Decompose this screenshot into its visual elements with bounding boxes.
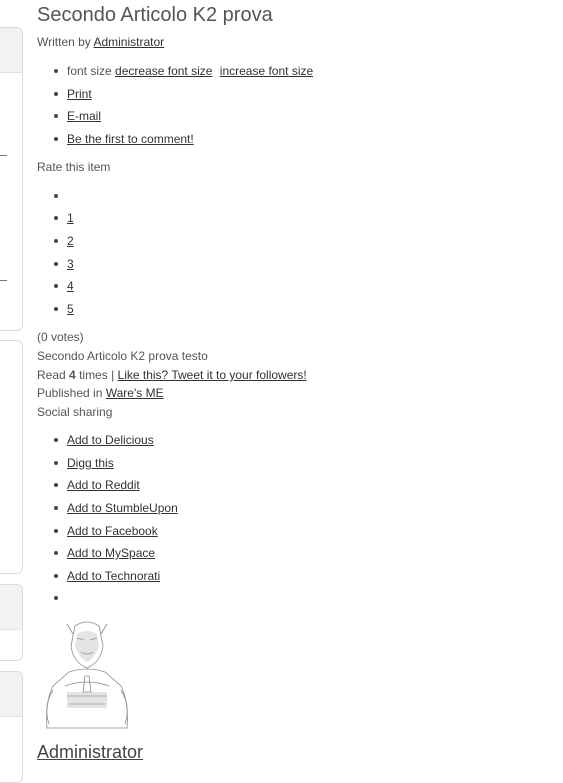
rate-1-link[interactable]: 1 xyxy=(67,211,74,225)
read-label: Read xyxy=(37,368,66,382)
votes-count: (0 votes) xyxy=(37,330,84,344)
sidebar-module xyxy=(0,584,23,661)
list-item xyxy=(67,233,74,249)
reddit-link[interactable]: Add to Reddit xyxy=(67,478,140,492)
author-avatar xyxy=(37,616,137,734)
category-link[interactable]: Ware's ME xyxy=(105,386,164,400)
sidebar-module xyxy=(0,27,23,331)
article-title: Secondo Articolo K2 prova xyxy=(37,4,273,26)
rate-2-link[interactable]: 2 xyxy=(67,234,74,248)
hits-count: 4 xyxy=(69,368,76,382)
rate-label: Rate this item xyxy=(37,160,111,174)
published-in-label: Published in xyxy=(37,386,103,400)
myspace-link[interactable]: Add to MySpace xyxy=(67,546,156,560)
article-byline xyxy=(37,34,164,50)
article-body: Secondo Articolo K2 prova testo xyxy=(37,349,208,363)
font-size-label: font size xyxy=(67,64,112,78)
rate-5-link[interactable]: 5 xyxy=(67,302,74,316)
list-item xyxy=(67,131,194,147)
print-link[interactable]: Print xyxy=(67,87,92,101)
list-item xyxy=(67,477,140,493)
list-item xyxy=(67,432,154,448)
written-by-label: Written by xyxy=(37,35,91,49)
sidebar-divider xyxy=(0,155,7,156)
sidebar-divider xyxy=(0,280,7,281)
technorati-link[interactable]: Add to Technorati xyxy=(67,569,161,583)
increase-font-button[interactable]: increase font size xyxy=(219,64,314,78)
email-link[interactable]: E-mail xyxy=(67,109,102,123)
comment-link[interactable]: Be the first to comment! xyxy=(67,132,194,146)
list-item xyxy=(67,256,74,272)
facebook-link[interactable]: Add to Facebook xyxy=(67,524,158,538)
rate-3-link[interactable]: 3 xyxy=(67,257,74,271)
stumbleupon-link[interactable]: Add to StumbleUpon xyxy=(67,501,178,515)
author-link[interactable]: Administrator xyxy=(93,35,165,49)
list-item xyxy=(67,545,155,561)
list-item xyxy=(67,523,158,539)
list-item xyxy=(67,86,92,102)
tweet-link[interactable]: Like this? Tweet it to your followers! xyxy=(117,368,307,382)
social-sharing-label: Social sharing xyxy=(37,405,113,419)
list-item xyxy=(67,455,114,471)
decrease-font-button[interactable]: decrease font size xyxy=(115,64,213,78)
list-item xyxy=(67,301,74,317)
list-item xyxy=(67,210,74,226)
list-item xyxy=(67,568,160,584)
delicious-link[interactable]: Add to Delicious xyxy=(67,433,154,447)
list-item xyxy=(67,108,101,124)
list-item xyxy=(67,500,178,516)
digg-link[interactable]: Digg this xyxy=(67,456,114,470)
sidebar-module xyxy=(0,340,23,574)
font-size-tools xyxy=(67,63,317,79)
hits-line xyxy=(37,367,307,383)
sidebar-module xyxy=(0,671,23,783)
author-name-link[interactable]: Administrator xyxy=(37,742,144,762)
list-item xyxy=(67,278,74,294)
category-line xyxy=(37,385,164,401)
rate-4-link[interactable]: 4 xyxy=(67,279,74,293)
times-label: times | xyxy=(79,368,115,382)
